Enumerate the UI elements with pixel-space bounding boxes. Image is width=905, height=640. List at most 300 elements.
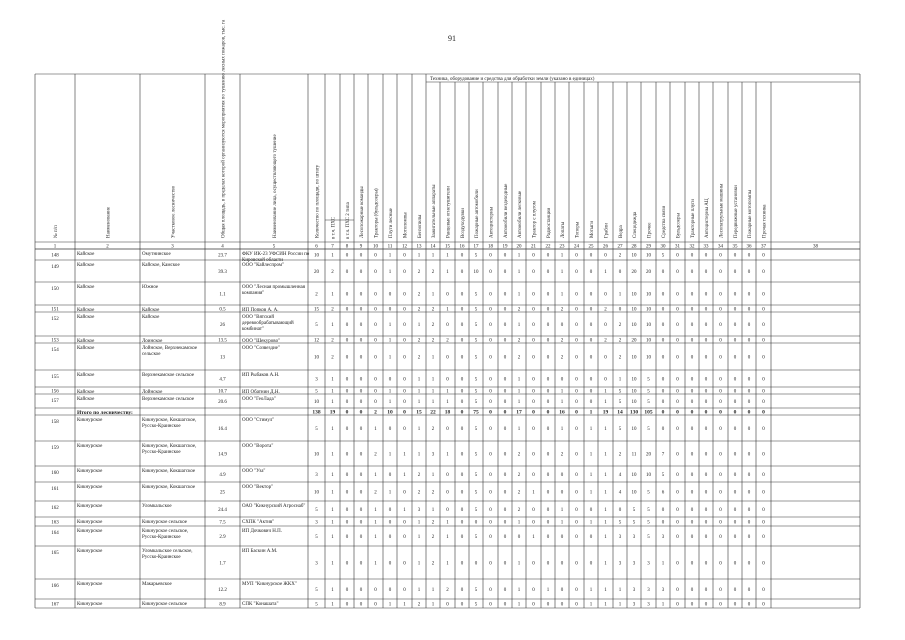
cell-value: 0 (489, 535, 492, 540)
cell-value: 0 (345, 490, 349, 496)
cell-value: 0 (345, 400, 349, 405)
area-value: 16.4 (218, 427, 227, 432)
cell-value: 0 (460, 473, 464, 478)
cell-value: 10 (631, 400, 637, 405)
cell-value: 0 (676, 338, 679, 344)
cell-value: 0 (388, 520, 392, 526)
organization-name: ИП Дочкович Н.П. (242, 529, 282, 534)
cell-value: 0 (388, 588, 392, 593)
cell-value: 1 (374, 535, 377, 540)
cell-value: 0 (719, 535, 722, 540)
cell-value: 0 (532, 270, 535, 275)
cell-value: 0 (733, 452, 737, 458)
column-header: Прочая техника (762, 204, 768, 238)
cell-value: 2 (517, 508, 521, 513)
row-number: 151 (51, 307, 59, 313)
cell-value: 0 (747, 490, 751, 496)
cell-value: 0 (704, 508, 708, 513)
cell-value: 1 (417, 520, 421, 526)
row-number: 153 (51, 338, 59, 344)
cell-value: 0 (403, 270, 406, 275)
cell-value: 0 (704, 520, 708, 526)
cell-value: 1 (331, 520, 334, 526)
row-number: 148 (51, 253, 59, 259)
forestry-name: Кикнурское (77, 469, 103, 474)
cell-value: 0 (532, 561, 535, 567)
cell-value: 1 (661, 602, 665, 608)
cell-value: 0 (661, 355, 665, 361)
cell-value: 5 (661, 253, 665, 259)
district-name: Русско-Краинское (142, 450, 181, 455)
cell-value: 0 (560, 561, 564, 567)
cell-value: 0 (676, 452, 679, 458)
cell-value: 2 (417, 490, 421, 496)
table-row (51, 529, 765, 540)
cell-value: 0 (403, 253, 406, 259)
cell-value: 0 (747, 400, 751, 405)
cell-value: 0 (747, 602, 751, 608)
cell-value: 0 (747, 323, 751, 328)
cell-value: 0 (474, 561, 478, 567)
row-number: 166 (51, 584, 59, 589)
cell-value: 0 (747, 561, 751, 567)
cell-value: 0 (704, 323, 708, 328)
cell-value: 1 (446, 520, 449, 526)
cell-value: 0 (589, 561, 593, 567)
cell-value: 3 (647, 561, 650, 567)
cell-value: 0 (589, 323, 593, 328)
cell-value: 10 (631, 323, 637, 328)
cell-value: 0 (575, 338, 578, 344)
cell-value: 1 (374, 520, 377, 526)
cell-value: 5 (647, 377, 650, 383)
cell-value: 5 (474, 588, 478, 593)
cell-value: 1 (604, 490, 607, 496)
cell-value: 0 (374, 323, 377, 328)
column-header: Тракторные плуги (691, 199, 696, 238)
cell-value: 2 (331, 355, 334, 361)
cell-value: 0 (517, 535, 521, 540)
cell-value: 0 (560, 602, 564, 608)
cell-value: 0 (359, 588, 363, 593)
row-number: 164 (51, 531, 59, 536)
column-number: 12 (402, 244, 407, 250)
cell-value: 0 (489, 588, 492, 593)
cell-value: 3 (647, 588, 650, 593)
cell-value: 1 (417, 253, 421, 259)
cell-value: 0 (446, 490, 449, 496)
forestry-name: Кайское (77, 315, 95, 320)
cell-value: 0 (661, 409, 665, 416)
cell-value: 5 (474, 508, 478, 513)
cell-value: 5 (315, 427, 318, 432)
cell-value: 0 (589, 338, 593, 344)
organization-name: компания" (242, 291, 265, 296)
district-name: Русско-Краинское (142, 555, 181, 560)
table-row (51, 263, 765, 275)
cell-value: 0 (762, 377, 765, 383)
forestry-name: Кикнурское (77, 485, 103, 490)
cell-value: 2 (604, 307, 607, 313)
cell-value: 1 (604, 508, 607, 513)
area-value: 24.4 (218, 508, 227, 513)
cell-value: 12 (314, 338, 319, 344)
cell-value: 0 (503, 338, 507, 344)
column-header: Передвижные установки (734, 185, 739, 238)
cell-value: 0 (503, 602, 507, 608)
organization-name: ООО "Созвездие" (242, 346, 280, 351)
column-number: 20 (516, 244, 522, 250)
cell-value: 0 (762, 307, 765, 313)
cell-value: 2 (374, 452, 377, 458)
cell-value: 10 (631, 490, 637, 496)
cell-value: 0 (762, 253, 765, 259)
column-number: 31 (675, 244, 680, 250)
cell-value: 0 (374, 355, 377, 361)
cell-value: 0 (345, 588, 349, 593)
cell-value: 0 (762, 561, 765, 567)
cell-value: 0 (503, 307, 507, 313)
cell-value: 0 (762, 355, 765, 361)
cell-value: 0 (345, 427, 349, 432)
cell-value: 0 (575, 452, 578, 458)
cell-value: 5 (474, 452, 478, 458)
district-name: Кикнурское, Кокшагское (142, 469, 196, 474)
cell-value: 0 (575, 292, 578, 298)
cell-value: 20 (646, 270, 651, 275)
area-value: 25 (220, 490, 225, 496)
cell-value: 0 (359, 253, 363, 259)
cell-value: 0 (460, 338, 464, 344)
cell-value: 0 (345, 253, 349, 259)
cell-value: 0 (704, 400, 708, 405)
forestry-name: Кикнурское (77, 549, 103, 554)
cell-value: 1 (446, 270, 449, 275)
cell-value: 0 (719, 409, 722, 416)
organization-name: ООО "Лесная промышленная (242, 285, 306, 290)
cell-value: 1 (604, 427, 607, 432)
cell-value: 0 (747, 389, 751, 395)
cell-value: 0 (676, 377, 679, 383)
cell-value: 2 (417, 292, 421, 298)
cell-value: 0 (345, 561, 349, 567)
cell-value: 0 (575, 520, 578, 526)
column-header: Пожарные автомобили (475, 189, 480, 238)
column-header: Ведра (619, 225, 624, 238)
area-value: 14.9 (218, 452, 227, 458)
cell-value: 0 (532, 338, 535, 344)
cell-value: 0 (503, 270, 507, 275)
cell-value: 0 (733, 307, 737, 313)
cell-value: 1 (604, 389, 607, 395)
cell-value: 0 (690, 602, 694, 608)
cell-value: 0 (503, 490, 507, 496)
cell-value: 5 (618, 389, 622, 395)
area-value: 23.7 (218, 253, 227, 259)
cell-value: 0 (359, 270, 363, 275)
cell-value: 0 (690, 355, 694, 361)
cell-value: 0 (460, 307, 464, 313)
cell-value: 5 (474, 602, 478, 608)
cell-value: 1 (374, 427, 377, 432)
forestry-name: Кайское (77, 308, 95, 313)
cell-value: 0 (762, 452, 765, 458)
cell-value: 0 (719, 427, 722, 432)
cell-value: 0 (661, 338, 665, 344)
column-header: Спецодежда (633, 211, 638, 238)
cell-value: 0 (704, 561, 708, 567)
row-number: 161 (51, 487, 59, 492)
cell-value: 1 (403, 473, 406, 478)
cell-value: 1 (604, 535, 607, 540)
cell-value: 0 (704, 490, 708, 496)
cell-value: 0 (575, 490, 578, 496)
cell-value: 0 (403, 535, 406, 540)
cell-value: 0 (546, 473, 550, 478)
cell-value: 20 (631, 338, 637, 344)
column-header: Бульдозеры (676, 213, 682, 238)
cell-value: 3 (315, 473, 318, 478)
cell-value: 0 (489, 253, 492, 259)
cell-value: 0 (546, 520, 550, 526)
cell-value: 0 (532, 452, 535, 458)
cell-value: 1 (589, 520, 593, 526)
cell-value: 4 (618, 473, 622, 478)
cell-value: 10 (387, 409, 393, 416)
cell-value: 0 (560, 377, 564, 383)
column-header: Грабли (604, 223, 610, 238)
column-number: 3 (171, 244, 174, 250)
cell-value: 0 (460, 355, 464, 361)
cell-value: 2 (431, 520, 435, 526)
cell-value: 0 (733, 338, 737, 344)
table-row (51, 418, 765, 432)
row-number: 160 (51, 471, 59, 476)
cell-value: 0 (762, 409, 765, 416)
cell-value: 0 (719, 400, 722, 405)
cell-value: 0 (676, 561, 679, 567)
cell-value: 0 (359, 355, 363, 361)
forestry-name: Кикнурское (77, 504, 103, 509)
table-row (51, 373, 765, 383)
cell-value: 0 (719, 602, 722, 608)
cell-value: 1 (618, 588, 622, 593)
cell-value: 0 (359, 602, 363, 608)
cell-value: 0 (704, 427, 708, 432)
area-value: 7.5 (219, 520, 226, 526)
cell-value: 0 (733, 377, 737, 383)
cell-value: 0 (345, 473, 349, 478)
cell-value: 1 (331, 253, 334, 259)
cell-value: 18 (444, 409, 451, 416)
cell-value: 0 (403, 409, 406, 416)
cell-value: 0 (359, 452, 363, 458)
cell-value: 3 (618, 561, 622, 567)
cell-value: 0 (733, 355, 737, 361)
district-name: Русско-Краинское (142, 535, 181, 540)
cell-value: 0 (762, 400, 765, 405)
cell-value: 2 (560, 355, 564, 361)
cell-value: 0 (690, 292, 694, 298)
table-row (51, 582, 765, 593)
cell-value: 0 (460, 377, 464, 383)
cell-value: 0 (503, 292, 507, 298)
cell-value: 10 (314, 490, 319, 496)
column-number: 11 (387, 244, 393, 250)
cell-value: 0 (460, 270, 464, 275)
cell-value: 0 (575, 389, 578, 395)
cell-value: 0 (503, 520, 507, 526)
cell-value: 0 (359, 307, 363, 313)
cell-value: 0 (503, 535, 507, 540)
cell-value: 0 (532, 588, 535, 593)
column-header: Пожарные мотопомпы (748, 189, 753, 238)
cell-value: 0 (690, 490, 694, 496)
forestry-name: Кайское (77, 339, 95, 344)
cell-value: 1 (403, 508, 406, 513)
cell-value: 1 (417, 535, 421, 540)
column-number: 6 (315, 244, 318, 250)
cell-value: 0 (403, 389, 406, 395)
district-name: сельское (142, 352, 161, 357)
table-row (51, 469, 765, 478)
table-row (51, 346, 765, 361)
cell-value: 2 (517, 307, 521, 313)
cell-value: 1 (589, 473, 593, 478)
column-header: Топоры (575, 221, 581, 238)
cell-value: 0 (460, 427, 464, 432)
cell-value: 3 (315, 561, 318, 567)
cell-value: 0 (575, 400, 578, 405)
cell-value: 0 (345, 338, 349, 344)
row-number: 157 (51, 399, 59, 404)
cell-value: 0 (374, 270, 377, 275)
cell-value: 0 (589, 292, 593, 298)
cell-value: 1 (431, 602, 435, 608)
cell-value: 5 (647, 427, 650, 432)
column-header: Мотопомпы (403, 212, 409, 238)
equipment-group-header: Техника, оборудование и средства для обработки земли (указано в единицах) (430, 77, 595, 82)
cell-value: 0 (704, 535, 708, 540)
cell-value: 0 (403, 292, 406, 298)
cell-value: 2 (618, 452, 622, 458)
cell-value: 0 (604, 253, 607, 259)
column-number: 7 (331, 244, 334, 250)
cell-value: 0 (460, 323, 464, 328)
district-name: Кикнурское сельское (142, 520, 187, 525)
table-row (51, 397, 765, 405)
column-number: 19 (502, 244, 508, 250)
district-name: Кикнурское, Кокшагское, (142, 444, 197, 449)
cell-value: 0 (446, 377, 449, 383)
cell-value: 0 (345, 602, 349, 608)
column-header: Наименование (106, 206, 112, 238)
cell-value: 0 (762, 292, 765, 298)
cell-value: 0 (374, 292, 377, 298)
district-name: Лойнское, Верхнекамское (142, 346, 198, 351)
cell-value: 0 (575, 409, 578, 416)
column-header: Автомобили легковые (518, 190, 523, 238)
cell-value: 0 (560, 490, 564, 496)
row-number: 152 (51, 317, 59, 322)
cell-value: 0 (589, 535, 593, 540)
cell-value: 2 (417, 338, 421, 344)
cell-value: 0 (388, 561, 392, 567)
column-header: Автомобили вездеходные (504, 183, 509, 238)
cell-value: 0 (460, 389, 464, 395)
forestry-name: Кикнурское (77, 444, 103, 449)
cell-value: 0 (388, 292, 392, 298)
cell-value: 5 (474, 400, 478, 405)
cell-value: 0 (359, 520, 363, 526)
cell-value: 1 (431, 355, 435, 361)
cell-value: 5 (618, 400, 622, 405)
cell-value: 0 (460, 602, 464, 608)
cell-value: 0 (446, 508, 449, 513)
cell-value: 22 (430, 409, 436, 416)
cell-value: 5 (474, 473, 478, 478)
cell-value: 0 (532, 508, 535, 513)
cell-value: 0 (762, 270, 765, 275)
cell-value: 0 (575, 377, 578, 383)
cell-value: 5 (661, 473, 665, 478)
cell-value: 1 (589, 452, 593, 458)
cell-value: 3 (632, 588, 636, 593)
cell-value: 0 (460, 409, 464, 416)
cell-value: 0 (676, 323, 679, 328)
column-header: Участковое лесничество (171, 185, 177, 238)
column-number: 23 (559, 244, 565, 250)
column-header: Лесопатрульные машины (719, 183, 725, 238)
cell-value: 0 (503, 389, 507, 395)
cell-value: 0 (690, 400, 694, 405)
cell-value: 0 (690, 323, 694, 328)
organization-name: ИП Рыбаков А.Н. (242, 373, 280, 378)
cell-value: 0 (733, 323, 737, 328)
district-name: Верхнекамское сельское (142, 373, 195, 378)
cell-value: 1 (388, 270, 392, 275)
cell-value: 10 (646, 473, 651, 478)
cell-value: 14 (617, 409, 623, 416)
area-value: 4.9 (219, 473, 226, 478)
cell-value: 0 (460, 400, 464, 405)
column-number: 29 (646, 244, 651, 250)
cell-value: 0 (618, 270, 622, 275)
district-name: Лойнское (142, 390, 163, 395)
cell-value: 0 (503, 253, 507, 259)
cell-value: 1 (560, 292, 564, 298)
row-number: 155 (51, 375, 59, 380)
column-header: Тракторы (бульдозеры) (374, 188, 380, 238)
cell-value: 0 (762, 473, 765, 478)
cell-value: 0 (676, 409, 679, 416)
column-number: 27 (617, 244, 623, 250)
cell-value: 1 (403, 602, 406, 608)
cell-value: 0 (676, 508, 679, 513)
cell-value: 0 (719, 292, 722, 298)
cell-value: 0 (575, 307, 578, 313)
cell-value: 5 (618, 427, 622, 432)
cell-value: 0 (489, 338, 492, 344)
cell-value: 1 (517, 588, 521, 593)
cell-value: 5 (315, 508, 318, 513)
cell-value: 1 (388, 389, 392, 395)
cell-value: 0 (690, 389, 694, 395)
cell-value: 2 (446, 338, 449, 344)
cell-value: 1 (431, 508, 435, 513)
cell-value: 0 (460, 520, 464, 526)
area-value: 13 (220, 355, 225, 361)
